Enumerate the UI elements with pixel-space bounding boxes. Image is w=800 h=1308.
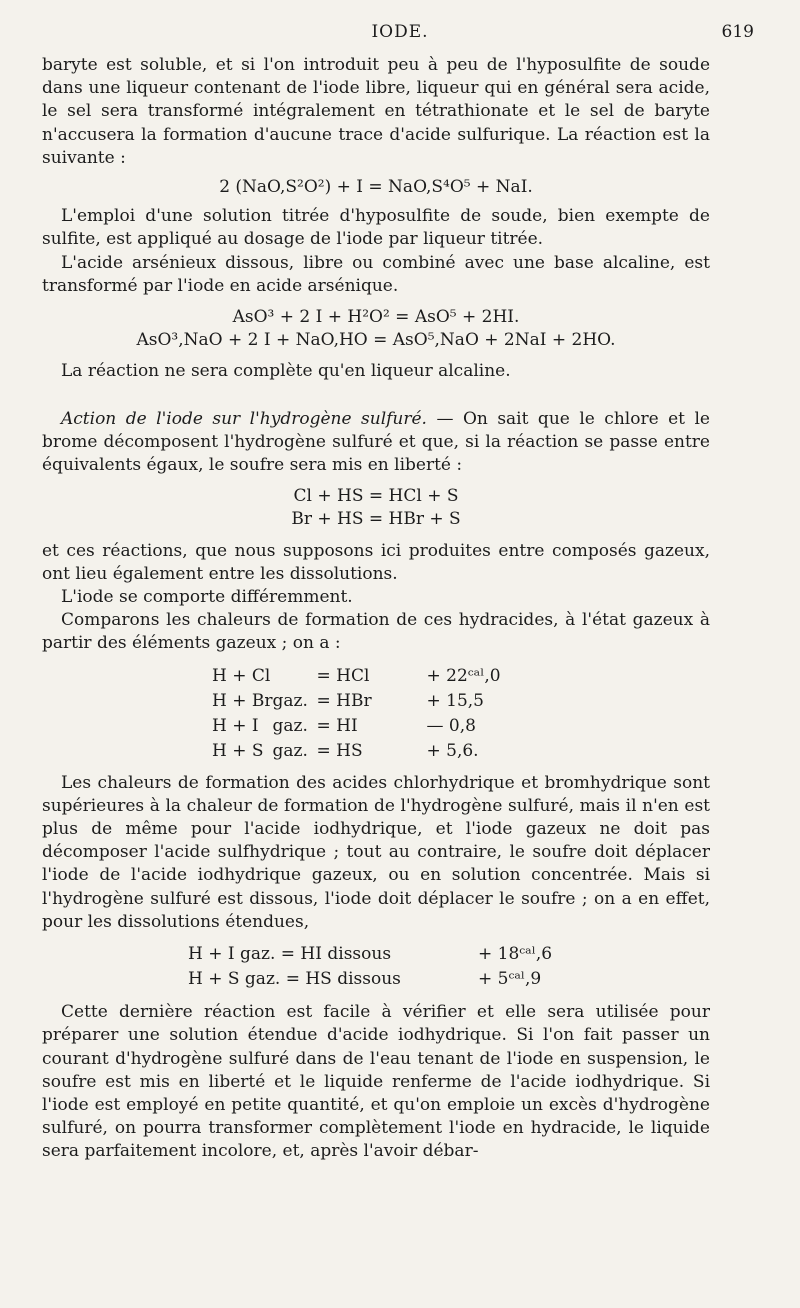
- table-cell: = HI: [316, 715, 358, 736]
- table-cell: + 5ᶜᵃˡ,9: [478, 968, 542, 989]
- table-row: [188, 967, 552, 992]
- paragraph: Cette dernière réaction est facile à vérifier et elle sera utilisée pour préparer une solution étendue d'acide iodhydrique. Si l'on fait passer un courant d'hydrogène sulfuré dans de l'eau tenant de l'iode en suspension, le soufre est mis en liberté et le liquide renferme de l'acide iodhydrique. Si l'iode est employé en petite quantité, et qu'on emploie un excès d'hydrogène sulfuré, on pourra transformer complètement l'iode en hydracide, le liquide sera parfaitement incolore, et, après l'avoir débar-: [42, 1002, 710, 1162]
- table-row: [188, 942, 552, 967]
- paragraph: L'iode se comporte différemment.: [61, 587, 353, 608]
- page-number: 619: [721, 22, 754, 42]
- paragraph: Les chaleurs de formation des acides chlorhydrique et bromhydrique sont supérieures à la chaleur de formation de l'hydrogène sulfuré, mais il n'en est plus de même pour l'acide iodhydrique, et l'iode gazeux ne doit pas décomposer l'acide sulfhydrique ; tout au contraire, le soufre doit déplacer l'iode de l'acide iodhydrique gazeux, ou en solution concentrée. Mais si l'hydrogène sulfuré est dissous, l'iode doit déplacer le soufre ; on a en effet, pour les dissolutions étendues,: [42, 772, 710, 932]
- equation: AsO³,NaO + 2 I + NaO,HO = AsO⁵,NaO + 2NaI + 2HO.: [136, 330, 616, 351]
- page-body: [42, 54, 710, 1164]
- section-paragraph: [42, 408, 710, 478]
- table-cell: = HS: [316, 740, 363, 761]
- table-cell: + 15,5: [426, 690, 484, 711]
- paragraph-text: — On sait que le chlore et le brome décomposent l'hydrogène sulfuré et que, si la réaction se passe entre équivalents égaux, le soufre sera mis en liberté :: [42, 408, 710, 476]
- equation-block: [42, 485, 710, 531]
- table-cell: gaz.: [272, 690, 308, 711]
- table-cell: H + Cl: [212, 665, 271, 686]
- table-cell: = HBr: [316, 690, 372, 711]
- paragraph: Comparons les chaleurs de formation de ces hydracides, à l'état gazeux à partir des éléments gazeux ; on a :: [42, 610, 710, 654]
- table-cell: H + Br: [212, 690, 273, 711]
- table-cell: H + I gaz. = HI dissous: [188, 943, 392, 964]
- table-cell: + 5,6.: [426, 740, 479, 761]
- table-row: [212, 714, 537, 739]
- table-row: [212, 689, 537, 714]
- dissolution-heat-table: [188, 942, 552, 992]
- paragraph: La réaction ne sera complète qu'en liqueur alcaline.: [61, 361, 511, 382]
- heat-of-formation-table: [212, 664, 537, 764]
- equation-block: [42, 306, 710, 352]
- table-cell: — 0,8: [426, 715, 476, 736]
- equation: Br + HS = HBr + S: [291, 509, 461, 530]
- table-cell: gaz.: [272, 740, 308, 761]
- section-heading: Action de l'iode sur l'hydrogène sulfuré.: [61, 408, 427, 429]
- paragraph: L'emploi d'une solution titrée d'hyposulfite de soude, bien exempte de sulfite, est appliqué au dosage de l'iode par liqueur titrée.: [42, 206, 710, 250]
- table-cell: gaz.: [272, 715, 308, 736]
- paragraph: L'acide arsénieux dissous, libre ou combiné avec une base alcaline, est transformé par l'iode en acide arsénique.: [42, 252, 710, 296]
- table-row: [212, 739, 537, 764]
- table-cell: = HCl: [316, 665, 370, 686]
- equation: AsO³ + 2 I + H²O² = AsO⁵ + 2HI.: [232, 307, 520, 328]
- table-cell: H + S gaz. = HS dissous: [188, 968, 401, 989]
- table-cell: + 22ᶜᵃˡ,0: [426, 665, 501, 686]
- table-cell: H + S: [212, 740, 264, 761]
- paragraph: baryte est soluble, et si l'on introduit peu à peu de l'hyposulfite de soude dans une liqueur contenant de l'iode libre, liqueur qui en général sera acide, le sel sera transformé intégralement en tétrathionate et le sel de baryte n'accusera la formation d'aucune trace d'acide sulfurique. La réaction est la suivante :: [42, 55, 710, 168]
- equation: 2 (NaO,S²O²) + I = NaO,S⁴O⁵ + NaI.: [219, 177, 533, 198]
- equation: Cl + HS = HCl + S: [293, 486, 459, 507]
- table-row: [212, 664, 537, 689]
- table-cell: + 18ᶜᵃˡ,6: [478, 943, 553, 964]
- running-title: IODE.: [371, 22, 429, 42]
- table-cell: H + I: [212, 715, 259, 736]
- paragraph: et ces réactions, que nous supposons ici produites entre composés gazeux, ont lieu également entre les dissolutions.: [42, 540, 710, 584]
- running-header: [0, 22, 800, 46]
- table-cell: [273, 664, 317, 689]
